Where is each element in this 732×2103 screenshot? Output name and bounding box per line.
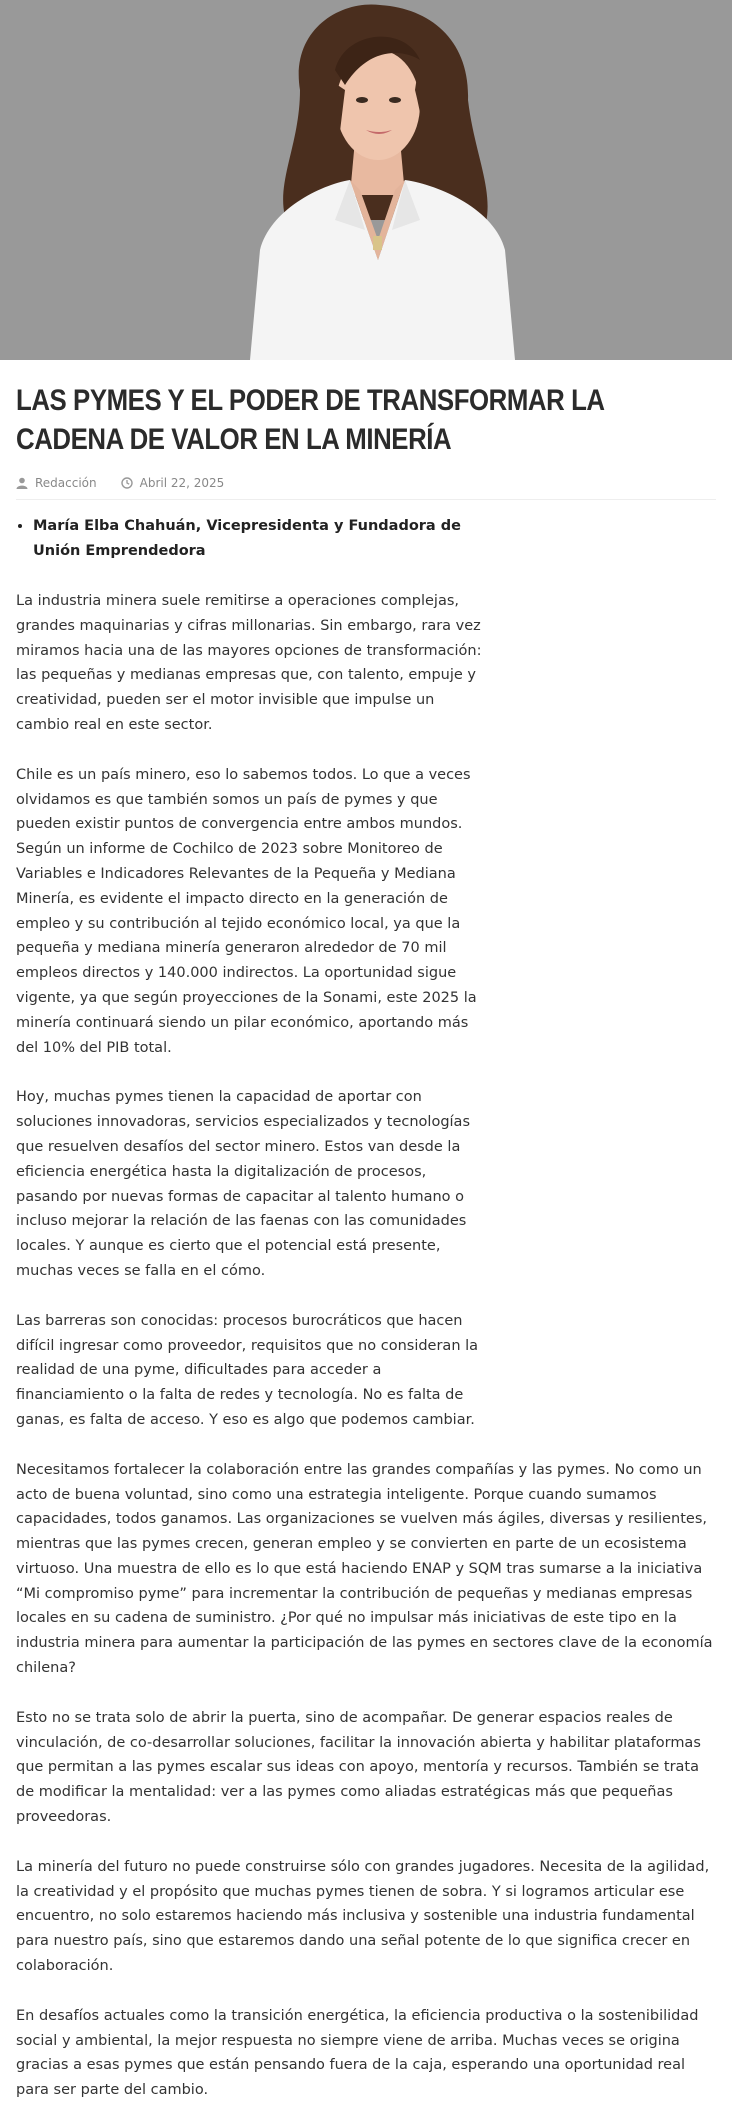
- portrait-illustration: [0, 0, 732, 360]
- author-meta[interactable]: [16, 476, 97, 490]
- byline-list: [16, 514, 716, 564]
- meta-divider: [16, 499, 716, 500]
- article-meta: [16, 473, 716, 493]
- user-icon: [16, 477, 28, 489]
- date-meta: [121, 476, 225, 490]
- article: [0, 381, 732, 2103]
- paragraph-3: Hoy, muchas pymes tienen la capacidad de aportar con soluciones innovadoras, servicios especializados y tecnologías que resuelven desafíos del sector minero. Estos van desde la eficiencia energética hasta la digitalización de procesos, pasando por nuevas formas de capacitar al talento humano o incluso mejorar la relación de las faenas con las comunidades locales. Y aunque es cierto que el potencial está presente, muchas veces se falla en el cómo.: [16, 1089, 470, 1279]
- byline-item: • María Elba Chahuán, Vicepresidenta y Fundadora de Unión Emprendedora: [33, 514, 483, 564]
- paragraph-6: Esto no se trata solo de abrir la puerta, sino de acompañar. De generar espacios reales de vinculación, de co-desarrollar soluciones, facilitar la innovación abierta y habilitar plataformas que permitan a las pymes escalar sus ideas con apoyo, mentoría y recursos. También se trata de modificar la mentalidad: ver a las pymes como aliadas estratégicas más que pequeñas proveedoras.: [16, 1709, 701, 1826]
- paragraph-8: En desafíos actuales como la transición energética, la eficiencia productiva o la sostenibilidad social y ambiental, la mejor respuesta no siempre viene de arriba. Muchas veces se origina gracias a esas pymes que están pensando fuera de la caja, esperando una oportunidad real para ser parte del cambio.: [16, 2007, 699, 2099]
- author-name[interactable]: Redacción: [35, 476, 97, 490]
- publish-date: Abril 22, 2025: [139, 476, 225, 490]
- article-title: LAS PYMES Y EL PODER DE TRANSFORMAR LA CADENA DE VALOR EN LA MINERÍA: [16, 384, 604, 456]
- paragraph-4: Las barreras son conocidas: procesos burocráticos que hacen difícil ingresar como proveedor, requisitos que no consideran la realidad de una pyme, dificultades para acceder a financiamiento o la falta de redes y tecnología. No es falta de ganas, es falta de acceso. Y eso es algo que podemos cambiar.: [16, 1312, 479, 1428]
- paragraph-7: La minería del futuro no puede construirse sólo con grandes jugadores. Necesita de la agilidad, la creatividad y el propósito que muchas pymes tienen de sobra. Y si logramos articular ese encuentro, no solo estaremos haciendo más inclusiva y sostenible una industria fundamental para nuestro país, sino que estaremos dando una señal potente de lo que significa crecer en colaboración.: [16, 1858, 710, 1975]
- paragraph-5: Necesitamos fortalecer la colaboración entre las grandes compañías y las pymes. No como un acto de buena voluntad, sino como una estrategia inteligente. Porque cuando sumamos capacidades, todos ganamos. Las organizaciones se vuelven más ágiles, diversas y resilientes, mientras que las pymes crecen, generan empleo y se convierten en parte de un ecosistema virtuoso. Una muestra de ello es lo que está haciendo ENAP y SQM tras sumarse a la iniciativa “Mi compromiso pyme” para incrementar la contribución de pequeñas y medianas empresas locales en su cadena de suministro. ¿Por qué no impulsar más iniciativas de este tipo en la industria minera para aumentar la participación de las pymes en sectores clave de la economía chilena?: [16, 1461, 713, 1677]
- hero-image: [0, 0, 732, 360]
- paragraph-2: Chile es un país minero, eso lo sabemos todos. Lo que a veces olvidamos es que también somos un país de pymes y que pueden existir puntos de convergencia entre ambos mundos. Según un informe de Cochilco de 2023 sobre Monitoreo de Variables e Indicadores Relevantes de la Pequeña y Mediana Minería, es evidente el impacto directo en la generación de empleo y su contribución al tejido económico local, ya que la pequeña y mediana minería generaron alrededor de 70 mil empleos directos y 140.000 indirectos. La oportunidad sigue vigente, ya que según proyecciones de la Sonami, este 2025 la minería continuará siendo un pilar económico, aportando más del 10% del PIB total.: [16, 766, 477, 1056]
- paragraph-1: La industria minera suele remitirse a operaciones complejas, grandes maquinarias y cifras millonarias. Sin embargo, rara vez miramos hacia una de las mayores opciones de transformación: las pequeñas y medianas empresas que, con talento, empuje y creatividad, pueden ser el motor invisible que impulse un cambio real en este sector.: [16, 593, 482, 733]
- clock-icon: [121, 477, 133, 489]
